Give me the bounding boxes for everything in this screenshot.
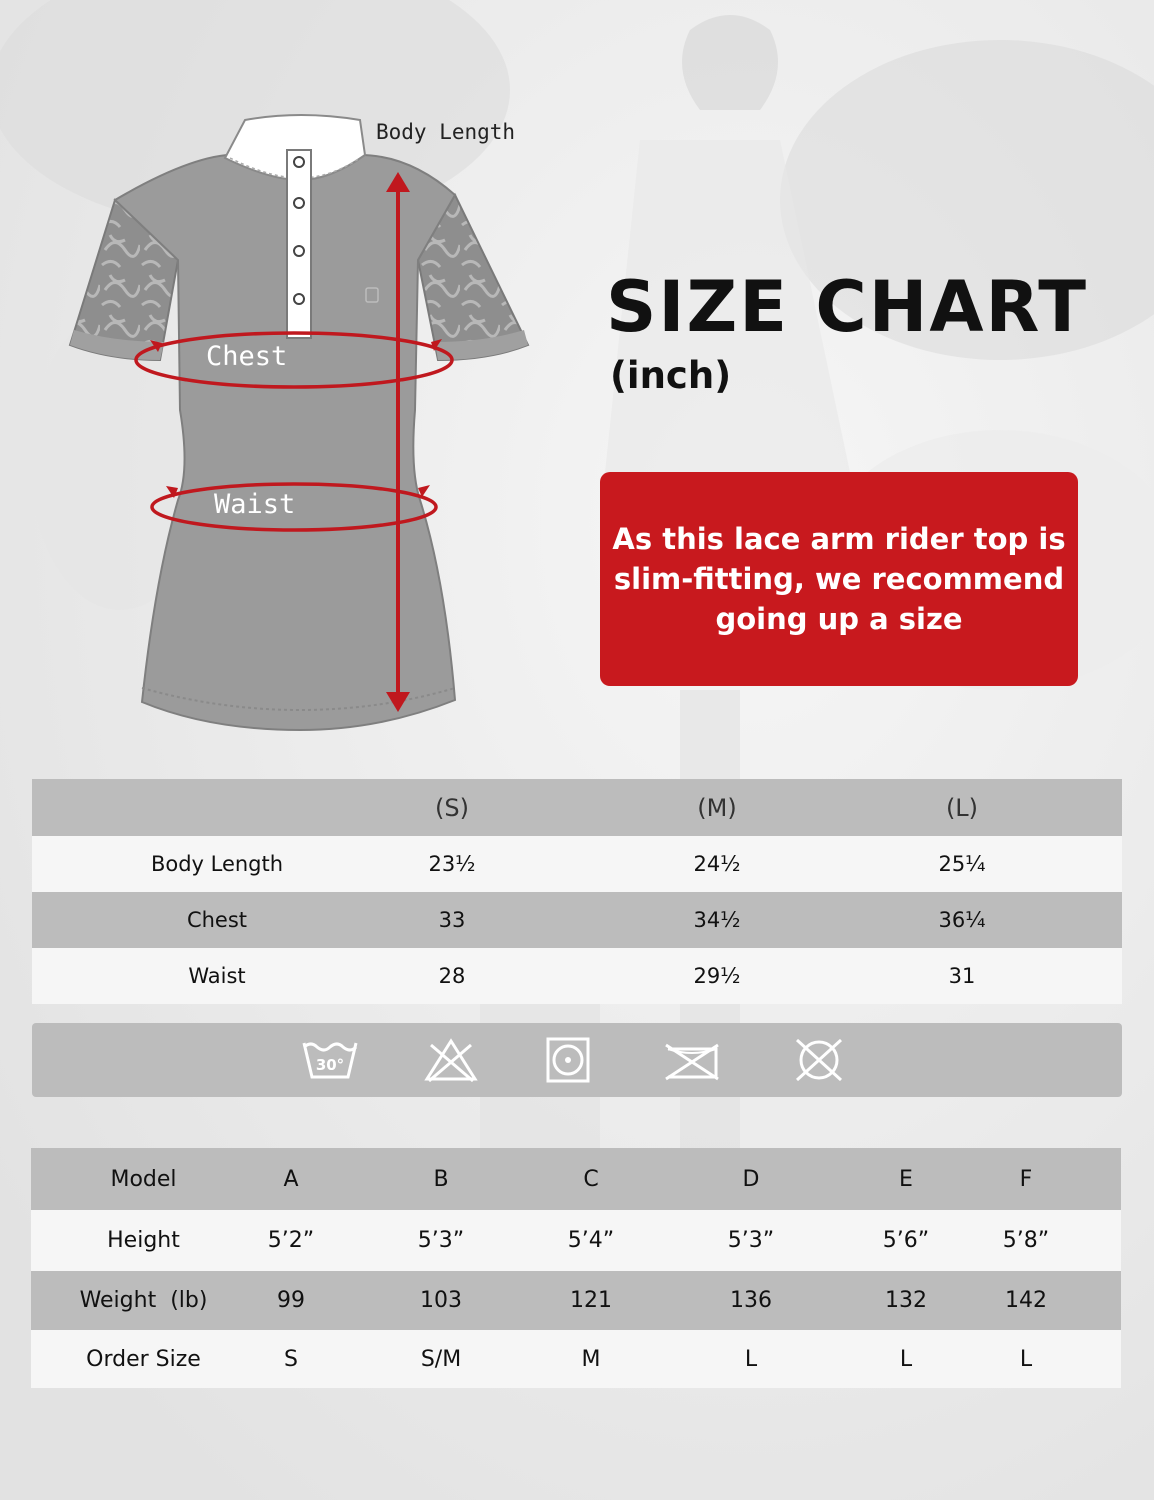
header-cell: B [433, 1166, 449, 1192]
placket [287, 150, 311, 338]
row-label: Body Length [150, 852, 284, 876]
table-row [31, 1330, 1121, 1388]
table-cell: 121 [570, 1288, 612, 1313]
table-cell: 5’2” [267, 1228, 315, 1253]
table-cell: 24½ [693, 852, 741, 876]
no-dry-clean-icon [789, 1037, 849, 1083]
table-cell: 132 [885, 1288, 927, 1313]
header-cell: F [1019, 1166, 1033, 1192]
table-row [31, 1210, 1121, 1271]
fit-note [600, 472, 1078, 686]
row-label: Height [107, 1228, 180, 1253]
table-cell: S/M [420, 1346, 462, 1372]
table-cell: L [744, 1346, 758, 1372]
header-size-m: (M) [697, 793, 737, 822]
row-label: Chest [186, 908, 248, 932]
wash-30-icon [300, 1037, 360, 1083]
header-cell: E [899, 1166, 913, 1192]
table-cell: 99 [277, 1288, 305, 1313]
table-cell: 31 [948, 964, 976, 988]
table-cell: M [581, 1346, 601, 1372]
table-cell: L [1019, 1346, 1033, 1372]
wash-temp: 30° [315, 1056, 345, 1074]
table-cell: 28 [438, 964, 466, 988]
table-cell: S [284, 1346, 298, 1372]
tumble-dry-icon [538, 1037, 598, 1083]
row-label: Waist [188, 964, 246, 988]
shirt-diagram [60, 110, 540, 740]
table-cell: 5’4” [567, 1228, 615, 1253]
page-title: SIZE CHART [606, 266, 1089, 348]
table-cell: 23½ [428, 852, 476, 876]
header-cell: Model [110, 1166, 177, 1192]
table-cell: 5’3” [417, 1228, 465, 1253]
header-cell: A [283, 1166, 299, 1192]
table-cell: 136 [730, 1288, 772, 1313]
table-row [32, 836, 1122, 892]
shirt-body [115, 155, 455, 730]
header-cell: C [583, 1166, 599, 1192]
fit-note-text: As this lace arm rider top is slim-fitting, we recommend going up a size [612, 522, 1066, 636]
unit-label: (inch) [610, 354, 732, 397]
model-table [31, 1148, 1122, 1388]
table-row [32, 948, 1122, 1004]
no-iron-icon [662, 1037, 722, 1083]
table-row [32, 892, 1122, 948]
header-cell [127, 779, 307, 836]
table-cell: 33 [438, 908, 466, 932]
table-cell: L [899, 1346, 913, 1372]
row-label: Weight (lb) [79, 1288, 208, 1313]
header-size-s: (S) [435, 793, 469, 822]
no-bleach-icon [421, 1037, 481, 1083]
table-cell: 5’3” [727, 1228, 775, 1253]
chest-label: Chest [206, 341, 288, 372]
table-cell: 25¼ [938, 852, 986, 876]
size-table-header [32, 779, 1122, 836]
table-cell: 5’6” [882, 1228, 930, 1253]
table-cell: 36¼ [938, 908, 986, 932]
table-cell: 103 [420, 1288, 462, 1313]
waist-label: Waist [214, 489, 296, 520]
model-table-header [31, 1148, 1121, 1210]
table-cell: 29½ [693, 964, 741, 988]
table-cell: 5’8” [1002, 1228, 1050, 1253]
table-row [31, 1271, 1121, 1330]
table-cell: 142 [1005, 1288, 1047, 1313]
header-cell: D [742, 1166, 760, 1192]
table-cell: 34½ [693, 908, 741, 932]
header-size-l: (L) [945, 793, 979, 822]
row-label: Order Size [86, 1346, 201, 1372]
body-length-label: Body Length [376, 120, 516, 144]
size-table [32, 779, 1122, 1004]
care-instructions [32, 1023, 1122, 1097]
